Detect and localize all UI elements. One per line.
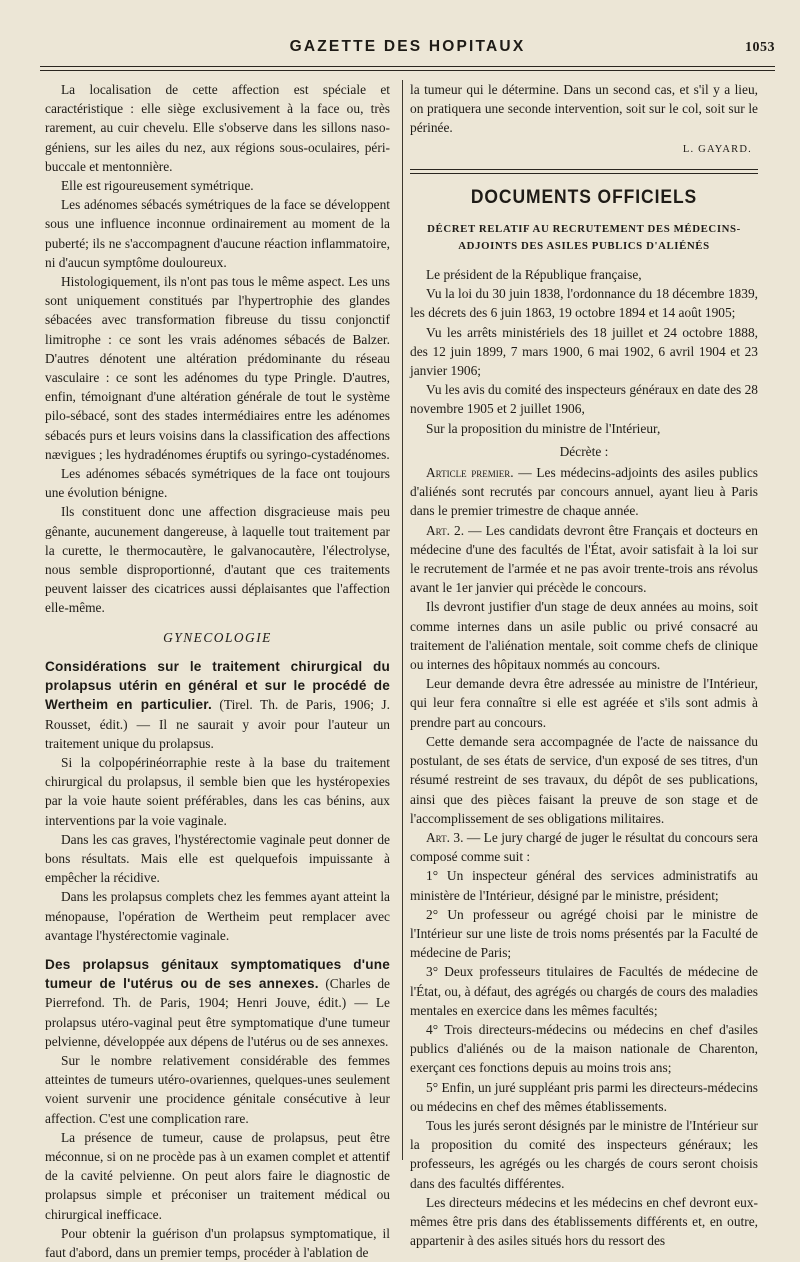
- paragraph: la tumeur qui le détermine. Dans un second cas, et s'il y a lieu, on pratiquera une seconde intervention, soit sur le col, soit sur le périnée.: [410, 82, 758, 136]
- article-text: — Le jury chargé de juger le résultat du concours sera composé comme suit :: [410, 829, 758, 865]
- entry-title: Considérations sur le traitement chirurgical du prolapsus utérin en général et sur le procédé de Wertheim en particulier.: [45, 658, 390, 713]
- paragraph: Les adénomes sébacés symétriques de la face se développent sous une influence inconnue ordinairement au moment de la puberté; ils ne s'accompagnent d'aucune réaction inflammatoire, ni d'aucun symptôme douloureux.: [45, 197, 390, 270]
- article-3: [410, 828, 758, 866]
- review-entry: [45, 955, 390, 1051]
- article-label: Article premier.: [426, 465, 514, 481]
- jury-item: 1° Un inspecteur général des services administratifs au ministère de l'Intérieur, désigné par le ministre, président;: [410, 868, 758, 903]
- paragraph: Ils constituent donc une affection disgracieuse mais peu gênante, aucunement dangereuse, à laquelle tout traitement par la curette, le thermocautère, le galvanocautère, l'électrolyse, nous semble disproportionné, d'autant que ces traitements peuvent laisser des cicatrices aussi déplaisantes que l'affection elle-même.: [45, 504, 390, 616]
- paragraph: Vu les avis du comité des inspecteurs généraux en date des 28 novembre 1905 et 2 juillet 1906,: [410, 382, 758, 417]
- entry-title: Des prolapsus génitaux symptomatiques d'une tumeur de l'utérus ou de ses annexes.: [45, 956, 390, 992]
- paragraph: Sur la proposition du ministre de l'Intérieur,: [426, 420, 661, 436]
- decree-title: DÉCRET RELATIF AU RECRUTEMENT DES MÉDECINS-ADJOINTS DES ASILES PUBLICS D'ALIÉNÉS: [427, 223, 741, 253]
- review-entry: [45, 657, 390, 753]
- entry-reference: (Tirel. Th. de Paris, 1906; J. Rousset, édit.) —: [45, 697, 390, 732]
- section-heading-documents-officiels: DOCUMENTS OFFICIELS: [470, 186, 698, 208]
- paragraph: Dans les prolapsus complets chez les femmes ayant atteint la ménopause, l'opération de Wertheim peut remplacer avec avantage l'hystérectomie vaginale.: [45, 889, 390, 943]
- column-divider: [402, 80, 403, 1160]
- paragraph: Vu les arrêts ministériels des 18 juillet et 24 octobre 1888, des 12 juin 1899, 7 mars 1900, 6 mai 1902, 6 avril 1904 et 23 janvier 1906;: [410, 324, 758, 379]
- paragraph: Pour obtenir la guérison d'un prolapsus symptomatique, il faut d'abord, dans un premier temps, procéder à l'ablation de: [45, 1225, 390, 1260]
- left-column: [45, 80, 391, 1260]
- article-label: Art. 3.: [426, 829, 464, 845]
- paragraph: Vu la loi du 30 juin 1838, l'ordonnance du 18 décembre 1839, les décrets des 6 juin 1863, 19 octobre 1894 et 14 août 1905;: [410, 286, 758, 321]
- entry-reference: (Charles de Pierrefond. Th. de Paris, 1904; Henri Jouve, édit.) —: [45, 976, 390, 1011]
- paragraph: La présence de tumeur, cause de prolapsus, peut être méconnue, si on ne procède pas à un examen complet et attentif de la cavité pelvienne. On peut alors faire le diagnostic de prolapsus simple et préconiser un traitement médical ou chirurgical inefficace.: [45, 1129, 390, 1222]
- jury-item: 3° Deux professeurs titulaires de Facultés de médecine de l'État, ou, à défaut, des agrégés ou chargés de cours des maladies mentales en exercice dans les mêmes facultés;: [410, 964, 758, 1018]
- paragraph: Dans les cas graves, l'hystérectomie vaginale peut donner de bons résultats. Mais elle est quelquefois impuissante à empêcher la récidive.: [45, 831, 390, 886]
- jury-item: 4° Trois directeurs-médecins ou médecins en chef d'asiles publics d'aliénés ou de la maison nationale de Charenton, exerçant ces fonctions depuis au moins trois ans;: [410, 1021, 758, 1076]
- header-rule: [40, 66, 775, 67]
- running-head: [40, 38, 775, 62]
- paragraph: Le président de la République française,: [426, 267, 642, 283]
- paragraph: Si la colpopérinéorraphie reste à la base du traitement chirurgical du prolapsus, il semble bien que les hystéropexies par la voie haute soient préférables, dans les cas bénins, aux interventions par la voie vaginale.: [45, 754, 390, 828]
- paragraph: Les directeurs médecins et les médecins en chef devront eux-mêmes être pris dans des établissements différents et, en outre, appartenir à des asiles situés hors du ressort des: [410, 1194, 758, 1249]
- journal-title: GAZETTE DES HOPITAUX: [289, 38, 526, 55]
- author-signature: L. GAYARD.: [682, 143, 752, 155]
- paragraph: Les adénomes sébacés symétriques de la face ont toujours une évolution bénigne.: [45, 466, 390, 501]
- paragraph: Ils devront justifier d'un stage de deux années au moins, soit comme internes dans un asile public ou privé consacré au traitement de l'aliénation mentale, soit comme chefs de clinique ou internes des hôpitaux nommés au concours.: [410, 599, 758, 673]
- paragraph: Elle est rigoureusement symétrique.: [61, 178, 254, 194]
- page-number: 1053: [745, 40, 775, 55]
- paragraph: Sur le nombre relativement considérable des femmes atteintes de tumeurs utéro-ovariennes, quelques-unes seulement voient survenir une procidence génitale consécutive à leur affection. C'est une complication rare.: [45, 1052, 390, 1126]
- section-heading-gynecologie: GYNECOLOGIE: [163, 629, 272, 645]
- header-rule-thin: [40, 70, 775, 71]
- decrete-label: Décrète :: [559, 443, 609, 459]
- right-column: [410, 80, 758, 1249]
- entry-text: Le prolapsus utéro-vaginal peut être symptomatique d'une tumeur pelvienne, développée aux dépens de l'utérus ou de ses annexes.: [45, 995, 390, 1049]
- jury-item: 2° Un professeur ou agrégé choisi par le ministre de l'Intérieur sur une liste de trois noms présentés par la Faculté de médecine de Paris;: [410, 906, 758, 961]
- article-2: [410, 521, 758, 598]
- article-label: Art. 2.: [426, 522, 465, 538]
- paragraph: Tous les jurés seront désignés par le ministre de l'Intérieur sur la proposition du comité des inspecteurs généraux; les professeurs, les agrégés ou les chargés de cours seront choisis dans des facultés différentes.: [410, 1117, 758, 1191]
- article-text: — Les médecins-adjoints des asiles publics d'aliénés sont recrutés par concours annuel, ayant lieu à Paris dans le premier trimestre de chaque année.: [410, 465, 758, 519]
- entry-text: Il ne saurait y avoir pour l'auteur un traitement unique du prolapsus.: [45, 716, 391, 751]
- paragraph: Cette demande sera accompagnée de l'acte de naissance du postulant, de ses états de service, d'un exposé de ses titres, d'un résumé restreint de ses travaux, du dépôt de ses publications, ainsi que des pièces faisant la preuve de son stage et de l'accomplissement de ses obligations militaires.: [410, 733, 758, 826]
- paragraph: Histologiquement, ils n'ont pas tous le même aspect. Les uns sont uniquement constitués par l'hypertrophie des glandes sébacées avec transformation fibreuse du tissu conjonctif limitrophe : ce sont les vrais adénomes sébacés de Balzer. D'autres dénotent une altération prédominante du réseau vasculaire : ce sont les adénomes du type Pringle. D'autres, enfin, témoignant d'une altération générale de tout le système pilo-sébacé, sont des stades intermédiaires entre les adénomes sébacés purs et leurs voisins dans la classification des affections nævigues ; les hydradénomes éruptifs ou syringo-cystadénomes.: [45, 274, 390, 462]
- section-rule: [410, 169, 758, 170]
- article-text: — Les candidats devront être Français et docteurs en médecine d'une des facultés de l'État, avoir satisfait à la loi sur le recrutement de l'armée et ne pas avoir trente-trois ans révolus avant le 1er janvier qui précède le concours.: [410, 522, 758, 596]
- paragraph: La localisation de cette affection est spéciale et caractéristique : elle siège exclusivement à la face ou, très rarement, au cuir chevelu. Elle s'observe dans les sillons naso-géniens, sur les ailes du nez, aux régions sous-oculaires, péri-buccale et mentonnière.: [45, 82, 390, 174]
- section-rule-thin: [410, 173, 758, 174]
- paragraph: Leur demande devra être adressée au ministre de l'Intérieur, qui leur fera connaître si elle est agréée et s'ils sont admis à prendre part au concours.: [410, 676, 758, 730]
- article-1: [410, 463, 758, 521]
- jury-item: 5° Enfin, un juré suppléant pris parmi les directeurs-médecins ou médecins en chef des mêmes établissements.: [410, 1079, 758, 1114]
